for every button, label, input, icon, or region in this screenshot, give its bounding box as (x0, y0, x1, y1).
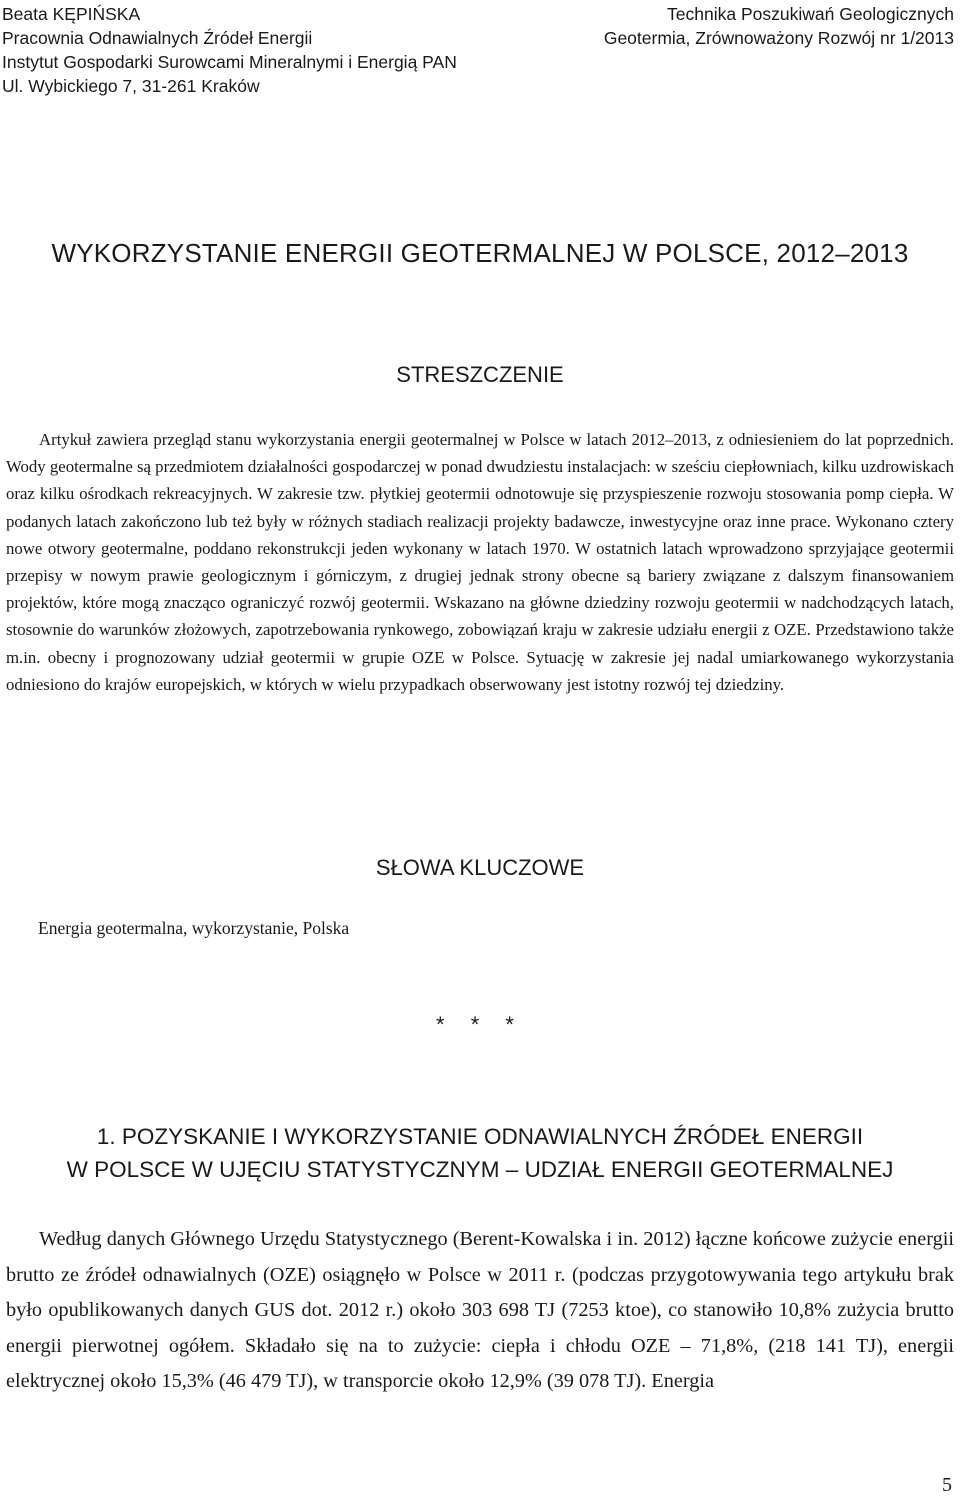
section-heading (0, 1120, 960, 1186)
paper-title: WYKORZYSTANIE ENERGII GEOTERMALNEJ W POLSCE, 2012–2013 (51, 238, 909, 268)
journal-info (604, 2, 954, 50)
abstract-body (6, 426, 954, 698)
affiliation-institute: Instytut Gospodarki Surowcami Mineralnymi i Energią PAN (2, 52, 457, 72)
keywords-heading: SŁOWA KLUCZOWE (375, 855, 585, 880)
body-paragraph: Według danych Głównego Urzędu Statystycznego (Berent-Kowalska i in. 2012) łączne końcowe zużycie energii brutto ze źródeł odnawialnych (OZE) osiągnęło w Polsce w 2011 r. (podczas przygotowywania tego artykułu brak było opublikowanych danych GUS dot. 2012 r.) około 303 698 TJ (7253 ktoe), co stanowiło 10,8% zużycia brutto energii pierwotnej ogółem. Składało się na to zużycie: ciepła i chłodu OZE – 71,8%, (218 141 TJ), energii elektrycznej około 15,3% (46 479 TJ), w transporcie około 12,9% (39 078 TJ). Energia (6, 1228, 954, 1393)
keywords-text: Energia geotermalna, wykorzystanie, Polska (38, 918, 350, 938)
journal-issue: Geotermia, Zrównoważony Rozwój nr 1/2013 (603, 28, 954, 48)
affiliation-lab: Pracownia Odnawialnych Źródeł Energii (2, 28, 313, 48)
abstract-paragraph: Artykuł zawiera przegląd stanu wykorzystania energii geotermalnej w Polsce w latach 2012–2013, z odniesieniem do lat poprzednich. Wody geotermalne są przedmiotem działalności gospodarczej w ponad dwudziestu instalacjach: w sześciu ciepłowniach, kilku uzdrowiskach oraz kilku ośrodkach rekreacyjnych. W zakresie tzw. płytkiej geotermii odnotowuje się przyspieszenie rozwoju stosowania pomp ciepła. W podanych latach zakończono lub też były w różnych stadiach realizacji projekty badawcze, inwestycyjne oraz inne prace. Wykonano cztery nowe otwory geotermalne, poddano rekonstrukcji jeden wykonany w latach 1970. W ostatnich latach wprowadzono sprzyjające geotermii przepisy w nowym prawie geologicznym i górniczym, z drugiej jednak strony obecne są bariery związane z dalszym finansowaniem projektów, które mogą znacząco ograniczyć rozwój geotermii. Wskazano na główne dziedziny rozwoju geotermii w nadchodzących latach, stosownie do warunków złożowych, zapotrzebowania rynkowego, zobowiązań kraju w zakresie udziału energii z OZE. Przedstawiono także m.in. obecny i prognozowany udział geotermii w grupie OZE w Polsce. Sytuację w zakresie jej nadal umiarkowanego wykorzystania odniesiono do krajów europejskich, w których w wielu przypadkach obserwowany jest istotny rozwój tej dziedziny. (6, 430, 954, 694)
section-heading-line1: 1. POZYSKANIE I WYKORZYSTANIE ODNAWIALNYCH ŹRÓDEŁ ENERGII (96, 1124, 864, 1149)
section-heading-line2: W POLSCE W UJĘCIU STATYSTYCZNYM – UDZIAŁ ENERGII GEOTERMALNEJ (66, 1157, 894, 1182)
author-affiliation (2, 2, 457, 98)
journal-title: Technika Poszukiwań Geologicznych (667, 4, 954, 24)
author-name: Beata KĘPIŃSKA (2, 4, 141, 24)
section-separator: * * * (436, 1012, 524, 1037)
section-body (6, 1222, 954, 1400)
page-number: 5 (942, 1474, 952, 1496)
affiliation-address: Ul. Wybickiego 7, 31-261 Kraków (2, 76, 260, 96)
abstract-heading: STRESZCZENIE (396, 362, 564, 387)
